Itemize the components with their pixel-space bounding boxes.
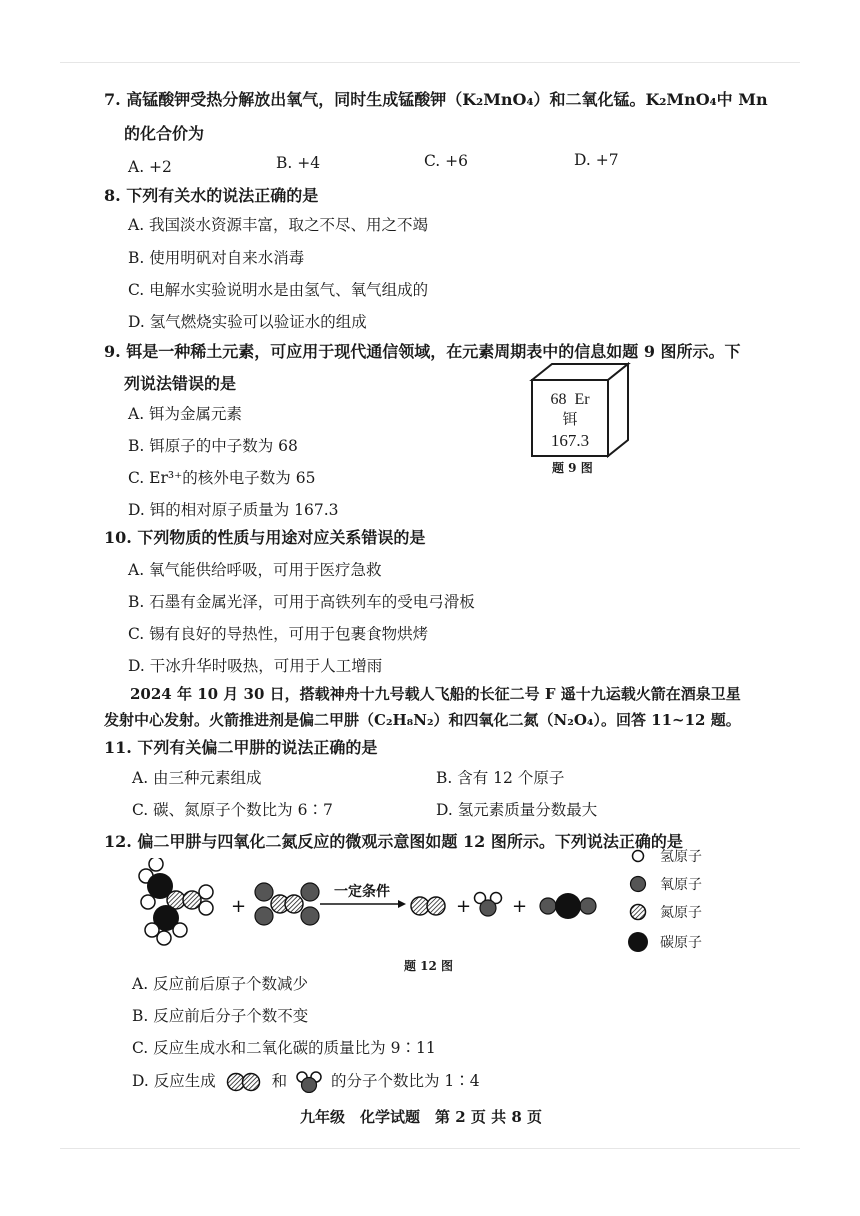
q9-element-number-symbol: 68 Er — [550, 391, 590, 408]
dinitrogen-tetroxide-molecule — [255, 883, 319, 925]
inline-water-molecule-icon — [296, 1071, 322, 1093]
q9-element-name: 铒 — [562, 410, 578, 428]
q9-option-c[interactable]: C. Er³⁺的核外电子数为 65 — [128, 469, 316, 487]
q12-option-b[interactable]: B. 反应前后分子个数不变 — [132, 1007, 309, 1025]
q12-option-d[interactable] — [132, 1071, 480, 1093]
plus-sign: + — [456, 896, 472, 917]
q9-stem-line1: 9. 铒是一种稀土元素，可应用于现代通信领域，在元素周期表中的信息如题 9 图所示。下 — [104, 342, 741, 361]
passage-line2: 发射中心发射。火箭推进剂是偏二甲肼（C₂H₈N₂）和四氧化二氮（N₂O₄）。回答 11~12 题。 — [104, 711, 741, 729]
q12-option-d-prefix: D. 反应生成 — [132, 1072, 216, 1090]
q9-figure-caption: 题 9 图 — [552, 461, 593, 475]
q7-option-a[interactable]: A. +2 — [128, 158, 172, 176]
legend-carbon: 碳原子 — [660, 935, 702, 951]
q7-stem-line1: 7. 高锰酸钾受热分解放出氧气，同时生成锰酸钾（K₂MnO₄）和二氧化锰。K₂MnO₄中 Mn — [104, 90, 768, 109]
q10-stem: 10. 下列物质的性质与用途对应关系错误的是 — [104, 528, 426, 547]
q7-option-c[interactable]: C. +6 — [424, 152, 469, 170]
q8-option-c[interactable]: C. 电解水实验说明水是由氢气、氧气组成的 — [128, 281, 429, 299]
q7-stem-line2: 的化合价为 — [124, 124, 205, 143]
q12-stem: 12. 偏二甲肼与四氧化二氮反应的微观示意图如题 12 图所示。下列说法正确的是 — [104, 832, 683, 851]
q10-option-d[interactable]: D. 干冰升华时吸热，可用于人工增雨 — [128, 657, 383, 675]
q9-option-d[interactable]: D. 铒的相对原子质量为 167.3 — [128, 501, 339, 519]
passage-line1: 2024 年 10 月 30 日，搭载神舟十九号载人飞船的长征二号 F 遥十九运载火箭在酒泉卫星 — [130, 685, 741, 703]
q7-option-b[interactable]: B. +4 — [276, 154, 321, 172]
plus-sign: + — [231, 896, 247, 917]
legend-nitrogen: 氮原子 — [660, 905, 702, 921]
q8-option-d[interactable]: D. 氢气燃烧实验可以验证水的组成 — [128, 313, 367, 331]
carbon-dioxide-molecule — [540, 893, 596, 919]
q8-option-a[interactable]: A. 我国淡水资源丰富，取之不尽、用之不竭 — [128, 216, 429, 234]
q11-option-a[interactable]: A. 由三种元素组成 — [132, 769, 262, 787]
legend-hydrogen: 氢原子 — [660, 849, 702, 865]
q11-option-b[interactable]: B. 含有 12 个原子 — [436, 769, 565, 787]
page-footer: 九年级 化学试题 第 2 页 共 8 页 — [300, 1108, 542, 1126]
q9-option-a[interactable]: A. 铒为金属元素 — [128, 405, 243, 423]
bottom-edge — [60, 1148, 800, 1149]
inline-nitrogen-molecule-icon — [225, 1072, 263, 1092]
top-edge — [60, 62, 800, 63]
q11-option-d[interactable]: D. 氢元素质量分数最大 — [436, 801, 598, 819]
reaction-condition: 一定条件 — [334, 884, 390, 900]
q12-option-c[interactable]: C. 反应生成水和二氧化碳的质量比为 9∶11 — [132, 1039, 436, 1057]
plus-sign: + — [512, 896, 528, 917]
q9-element-figure — [528, 360, 638, 460]
legend-oxygen: 氧原子 — [660, 877, 702, 893]
q8-stem: 8. 下列有关水的说法正确的是 — [104, 186, 319, 205]
q10-option-c[interactable]: C. 锡有良好的导热性，可用于包裹食物烘烤 — [128, 625, 429, 643]
q8-option-b[interactable]: B. 使用明矾对自来水消毒 — [128, 249, 305, 267]
q11-stem: 11. 下列有关偏二甲肼的说法正确的是 — [104, 738, 378, 757]
q11-option-c[interactable]: C. 碳、氮原子个数比为 6∶7 — [132, 801, 333, 819]
nitrogen-molecule — [411, 897, 445, 915]
q9-stem-line2: 列说法错误的是 — [124, 374, 237, 393]
q12-option-a[interactable]: A. 反应前后原子个数减少 — [132, 975, 309, 993]
water-molecule — [475, 893, 502, 917]
q12-option-d-and: 和 — [271, 1072, 288, 1090]
q9-element-mass: 167.3 — [550, 431, 590, 450]
dimethylhydrazine-molecule — [139, 858, 213, 945]
q10-option-b[interactable]: B. 石墨有金属光泽，可用于高铁列车的受电弓滑板 — [128, 593, 475, 611]
q12-legend-symbols — [626, 846, 650, 958]
q12-figure-caption: 题 12 图 — [404, 959, 454, 973]
q12-option-d-suffix: 的分子个数比为 1∶4 — [331, 1072, 480, 1090]
q12-reaction-diagram — [136, 858, 616, 946]
q9-option-b[interactable]: B. 铒原子的中子数为 68 — [128, 437, 298, 455]
q7-option-d[interactable]: D. +7 — [574, 151, 619, 169]
q10-option-a[interactable]: A. 氧气能供给呼吸，可用于医疗急救 — [128, 561, 382, 579]
